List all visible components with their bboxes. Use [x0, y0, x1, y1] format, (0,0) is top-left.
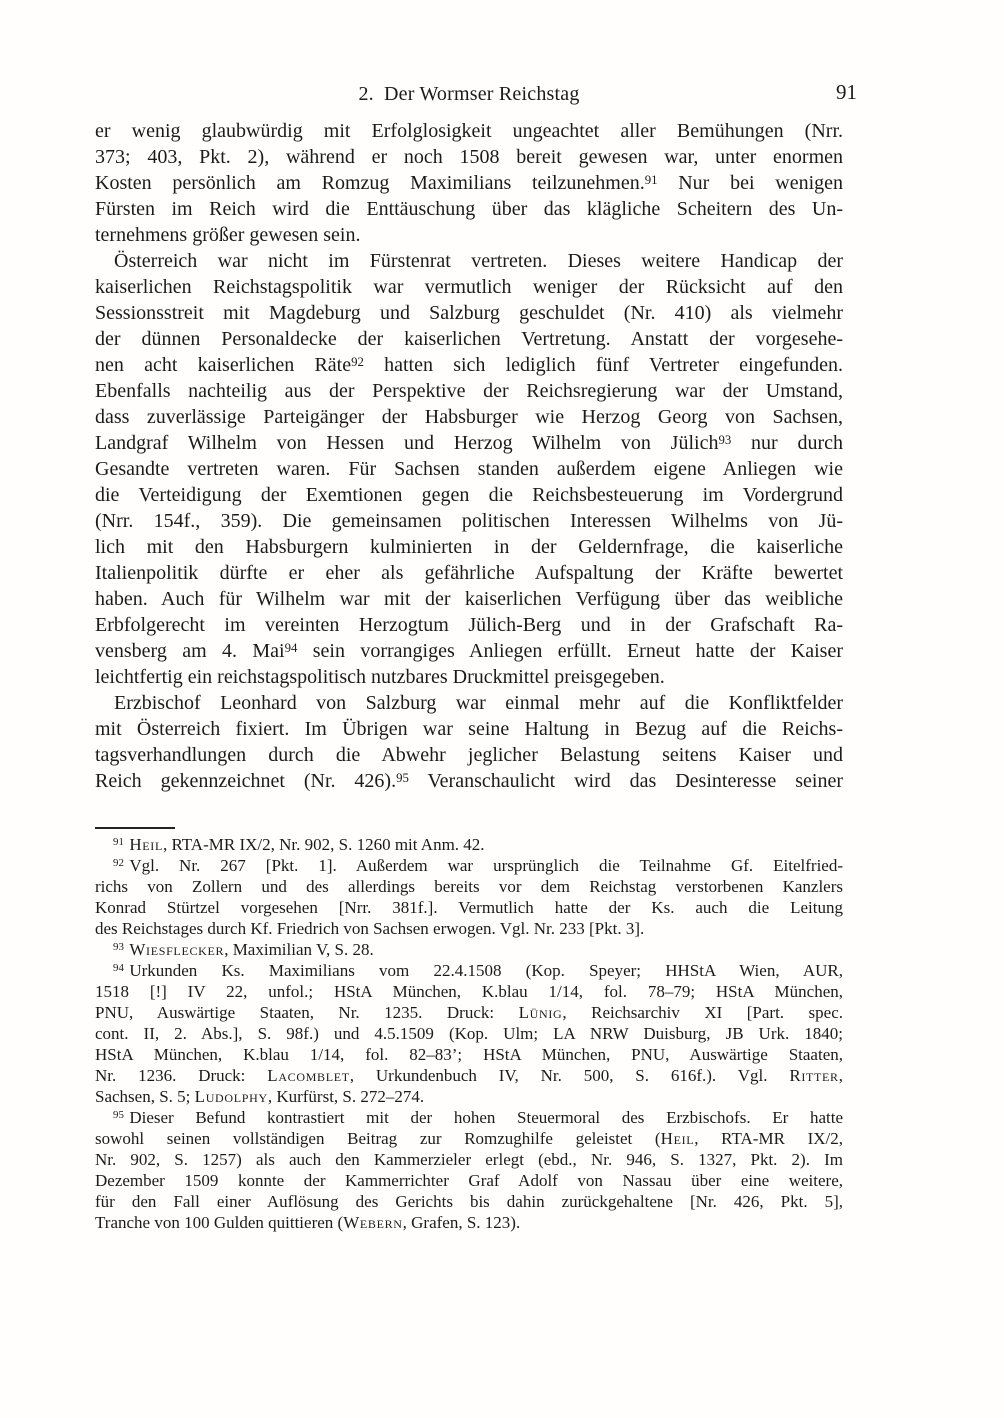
footnote-line: Dezember 1509 konnte der Kammerrichter Graf Adolf von Nassau über eine weitere, — [95, 1171, 843, 1190]
page-header — [95, 80, 857, 108]
footnote-reference: 94 — [284, 640, 298, 655]
text-line: Erzbischof Leonhard von Salzburg war einmal mehr auf die Konfliktfelder — [114, 692, 843, 714]
text-line: Ebenfalls nachteilig aus der Perspektive der Reichsregierung war der Umstand, — [95, 380, 843, 402]
text-line: Italienpolitik dürfte er eher als gefährliche Aufspaltung der Kräfte bewertet — [95, 562, 843, 584]
footnote-line: Konrad Stürtzel vorgesehen [Nrr. 381f.]. Vermutlich hatte der Ks. auch die Leitung — [95, 898, 843, 917]
text-line: er wenig glaubwürdig mit Erfolglosigkeit ungeachtet aller Bemühungen (Nrr. — [95, 120, 843, 142]
footnote-line: 1518 [!] IV 22, unfol.; HStA München, K.blau 1/14, fol. 78–79; HStA München, — [95, 982, 843, 1001]
smallcaps-author-name: Wiesflecker — [129, 940, 225, 959]
text-line: Landgraf Wilhelm von Hessen und Herzog Wilhelm von Jülich$^{93}$ nur durch — [95, 432, 843, 454]
smallcaps-author-name: Heil — [660, 1129, 695, 1148]
text-line: Reich gekennzeichnet (Nr. 426).$^{95}$ Veranschaulicht wird das Desinteresse seiner — [95, 770, 843, 792]
footnote-line: $^{92}$ Vgl. Nr. 267 [Pkt. 1]. Außerdem war ursprünglich die Teilnahme Gf. Eitelfried- — [113, 856, 843, 875]
smallcaps-author-name: Lünig — [518, 1003, 563, 1022]
text-line: Kosten persönlich am Romzug Maximilians teilzunehmen.$^{91}$ Nur bei wenigen — [95, 172, 843, 194]
footnote-line: $^{94}$ Urkunden Ks. Maximilians vom 22.4.1508 (Kop. Speyer; HHStA Wien, AUR, — [113, 961, 843, 980]
text-line: dass zuverlässige Parteigänger der Habsburger wie Herzog Georg von Sachsen, — [95, 406, 843, 428]
footnotes — [95, 834, 843, 1233]
text-line: die Verteidigung der Exemtionen gegen die Reichsbesteuerung im Vordergrund — [95, 484, 843, 506]
text-line: ternehmens größer gewesen sein. — [95, 224, 361, 246]
footnote-line: $^{91}$ Heil, RTA-MR IX/2, Nr. 902, S. 1260 mit Anm. 42. — [113, 835, 485, 854]
footnote-line: richs von Zollern und des allerdings bereits vor dem Reichstag verstorbenen Kanzlers — [95, 877, 843, 896]
footnote-reference: 91 — [644, 172, 658, 187]
text-line: 373; 403, Pkt. 2), während er noch 1508 bereit gewesen war, unter enormen — [95, 146, 843, 168]
footnote-number: 94 — [113, 962, 124, 975]
paragraph — [95, 248, 843, 690]
footnote-line: sowohl seinen vollständigen Beitrag zur Romzughilfe geleistet (Heil, RTA-MR IX/2, — [95, 1129, 843, 1148]
footnote-number: 92 — [113, 857, 124, 870]
smallcaps-author-name: Webern — [343, 1213, 403, 1232]
footnote-line: cont. II, 2. Abs.], S. 98f.) und 4.5.1509 (Kop. Ulm; LA NRW Duisburg, JB Urk. 1840; — [95, 1024, 843, 1043]
footnote-line: Sachsen, S. 5; Ludolphy, Kurfürst, S. 272–274. — [95, 1087, 425, 1106]
text-line: leichtfertig ein reichstagspolitisch nutzbares Druckmittel preisgegeben. — [95, 666, 665, 688]
footnote-number: 95 — [113, 1109, 124, 1122]
text-line: tagsverhandlungen durch die Abwehr jeglicher Belastung seitens Kaiser und — [95, 744, 843, 766]
footnote-line: $^{93}$ Wiesflecker, Maximilian V, S. 28. — [113, 940, 374, 959]
text-line: kaiserlichen Reichstagspolitik war vermutlich weniger der Rücksicht auf den — [95, 276, 843, 298]
paragraph — [95, 118, 843, 248]
footnote-line: PNU, Auswärtige Staaten, Nr. 1235. Druck: Lünig, Reichsarchiv XI [Part. spec. — [95, 1003, 843, 1022]
text-line: nen acht kaiserlichen Räte$^{92}$ hatten sich lediglich fünf Vertreter eingefunden. — [95, 354, 843, 376]
smallcaps-author-name: Lacomblet — [267, 1066, 350, 1085]
body-text — [95, 118, 843, 794]
footnote-reference: 93 — [718, 432, 732, 447]
footnote — [95, 1107, 843, 1233]
footnote-line: für den Fall einer Auflösung des Gerichts bis dahin zurückgehaltene [Nr. 426, Pkt. 5], — [95, 1192, 843, 1211]
footnote-line: $^{95}$ Dieser Befund kontrastiert mit der hohen Steuermoral des Erzbischofs. Er hatte — [113, 1108, 843, 1127]
footnote-line: Nr. 902, S. 1257) als auch den Kammerzieler erlegt (ebd., Nr. 946, S. 1327, Pkt. 2). Im — [95, 1150, 843, 1169]
smallcaps-author-name: Ludolphy — [194, 1087, 268, 1106]
text-line: Fürsten im Reich wird die Enttäuschung über das klägliche Scheitern des Un- — [95, 198, 843, 220]
text-line: Erbfolgerecht im vereinten Herzogtum Jülich-Berg und in der Grafschaft Ra- — [95, 614, 843, 636]
smallcaps-author-name: Ritter — [789, 1066, 839, 1085]
footnote — [95, 834, 843, 855]
text-line: lich mit den Habsburgern kulminierten in der Geldernfrage, die kaiserliche — [95, 536, 843, 558]
footnote-separator — [95, 827, 175, 829]
footnote-number: 91 — [113, 836, 124, 849]
footnote-reference: 92 — [351, 354, 364, 369]
text-line: Gesandte vertreten waren. Für Sachsen standen außerdem eigene Anliegen wie — [95, 458, 843, 480]
text-line: Österreich war nicht im Fürstenrat vertreten. Dieses weitere Handicap der — [114, 250, 843, 272]
text-line: (Nrr. 154f., 359). Die gemeinsamen politischen Interessen Wilhelms von Jü- — [95, 510, 843, 532]
footnote-line: HStA München, K.blau 1/14, fol. 82–83’; HStA München, PNU, Auswärtige Staaten, — [95, 1045, 843, 1064]
smallcaps-author-name: Heil — [129, 835, 163, 854]
text-line: Sessionsstreit mit Magdeburg und Salzburg geschuldet (Nr. 410) als vielmehr — [95, 302, 843, 324]
text-line: mit Österreich fixiert. Im Übrigen war seine Haltung in Bezug auf die Reichs- — [95, 718, 843, 740]
footnote — [95, 960, 843, 1107]
page-number: 91 — [836, 80, 857, 104]
footnote-number: 93 — [113, 941, 124, 954]
footnote-line: Tranche von 100 Gulden quittieren (Webern, Grafen, S. 123). — [95, 1213, 521, 1232]
footnote — [95, 939, 843, 960]
footnote-reference: 95 — [396, 770, 409, 785]
text-line: haben. Auch für Wilhelm war mit der kaiserlichen Verfügung über das weibliche — [95, 588, 843, 610]
footnote-line: des Reichstages durch Kf. Friedrich von Sachsen erwogen. Vgl. Nr. 233 [Pkt. 3]. — [95, 919, 645, 938]
text-line: der dünnen Personaldecke der kaiserlichen Vertretung. Anstatt der vorgesehe- — [95, 328, 843, 350]
footnote — [95, 855, 843, 939]
footnote-line: Nr. 1236. Druck: Lacomblet, Urkundenbuch IV, Nr. 500, S. 616f.). Vgl. Ritter, — [95, 1066, 843, 1085]
text-line: vensberg am 4. Mai$^{94}$ sein vorrangiges Anliegen erfüllt. Erneut hatte der Kaiser — [95, 640, 843, 662]
running-head-title: 2. Der Wormser Reichstag — [358, 83, 580, 105]
paragraph — [95, 690, 843, 794]
